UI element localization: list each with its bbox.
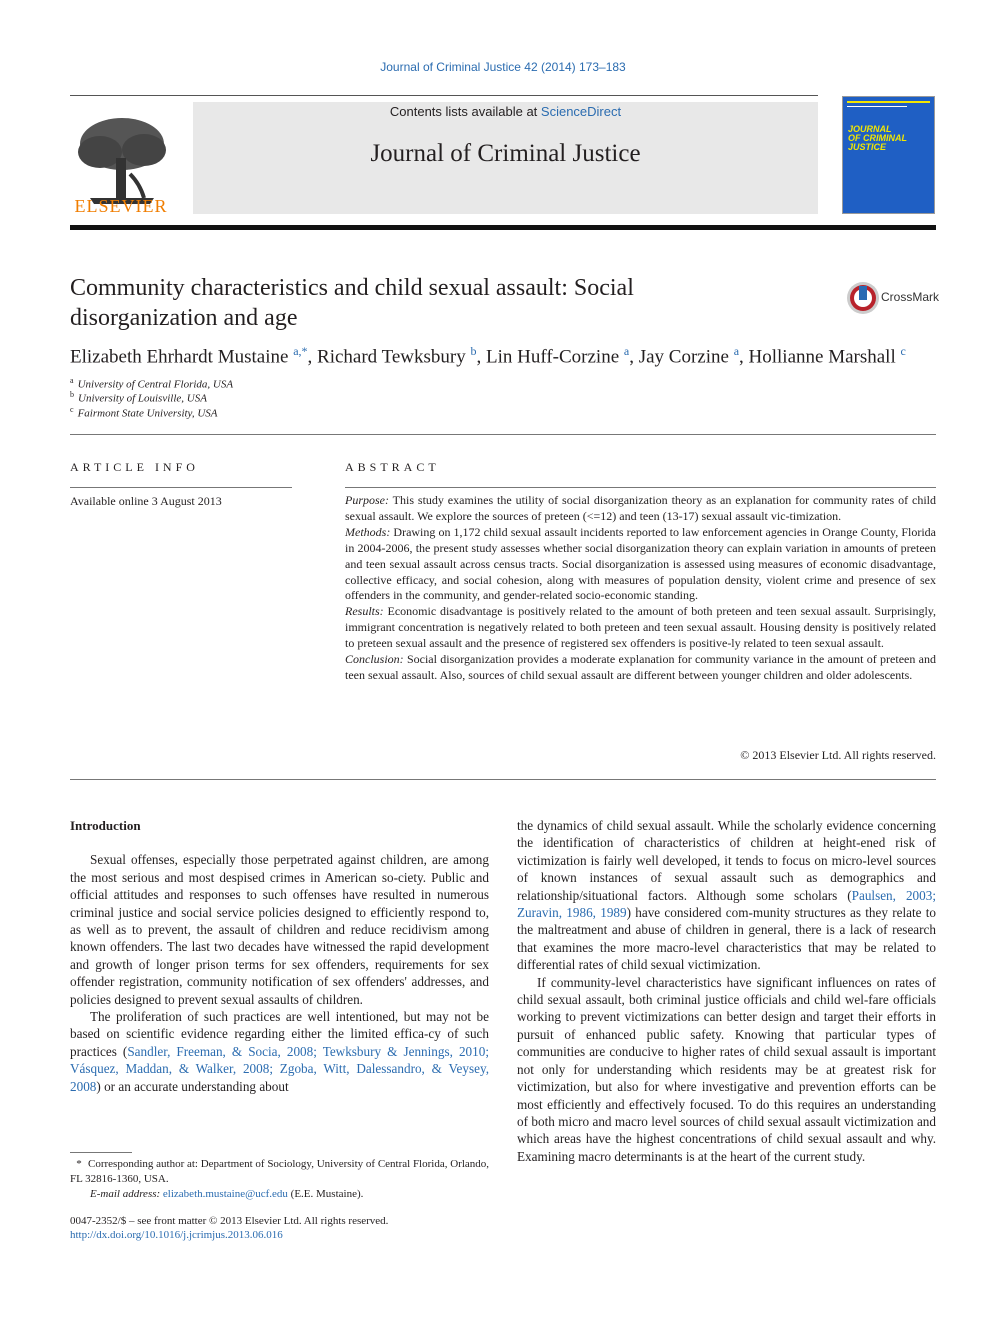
- abstract-results: [345, 604, 936, 652]
- author-separator: ,: [476, 346, 486, 368]
- author-separator: ,: [629, 346, 639, 368]
- paragraph-text: ) or an accurate understanding about: [96, 1078, 289, 1094]
- paragraph-text: the dynamics of child sexual assault. While the scholarly evidence concerning the identification of characteristics of children at height-ened risk of victimization is fairly well developed, it tends to focus on micro-level sources of known instances of sexual assault such as demographics and relationship/situational factors. Although some scholars (: [517, 818, 936, 903]
- abstract-body: [345, 493, 936, 684]
- paragraph: Sexual offenses, especially those perpetrated against children, are among the most serious and most despised crimes in American so-ciety. Public and official attitudes and responses to such offenses have resulted in numerous criminal justice and social service policies designed to efficiently respond to, as well as to prevent, the assault of children and reduce recidivism among known offenders. The last two decades have witnessed the rapid development and growth of longer prison terms for sex offenders, requirements for sex offender registration, community notification of sex offenders' addresses, and policies designed to prevent sexual assaults of children.: [70, 852, 489, 1007]
- header-divider: [70, 95, 818, 96]
- affiliation: [70, 405, 218, 420]
- author-name[interactable]: Jay Corzine: [638, 346, 729, 368]
- author-affiliation-marker[interactable]: c: [900, 344, 906, 358]
- cover-title: [848, 125, 907, 152]
- affiliation: [70, 390, 207, 405]
- journal-title: Journal of Criminal Justice: [370, 140, 641, 167]
- email-label: E-mail address:: [90, 1188, 161, 1200]
- paragraph-text: The proliferation of such practices are well intentioned, but may not be based on scientific evidence regarding either the limited effica-cy of such practices (: [70, 1009, 489, 1059]
- journal-cover-image[interactable]: [842, 96, 935, 214]
- abstract-label: Results:: [345, 604, 384, 619]
- email-suffix: (E.E. Mustaine).: [287, 1188, 364, 1200]
- abstract-heading: ABSTRACT: [345, 460, 440, 474]
- citation-link[interactable]: Paulsen, 2003; Zuravin, 1986, 1989: [517, 887, 936, 921]
- author-affiliation-marker[interactable]: a: [733, 344, 740, 358]
- crossmark-label[interactable]: CrossMark: [881, 290, 940, 304]
- email-link[interactable]: elizabeth.mustaine@ucf.edu: [162, 1188, 288, 1200]
- body-right-column: [517, 817, 936, 1165]
- publisher-logo-text: ELSEVIER: [74, 196, 168, 216]
- author-name[interactable]: Hollianne Marshall: [748, 346, 896, 368]
- contents-line: [193, 104, 818, 119]
- abstract-text: Economic disadvantage is positively related to the amount of both preteen and teen sexual assault. Surprisingly, immigrant concentration is negatively related to both preteen and teen sexual assault. Housing density is positively related to preteen sexual assault and the presence of registered sex offenders is positive-ly related to teen sexual assault.: [345, 604, 936, 651]
- cover-text-line: JOURNAL: [848, 124, 892, 134]
- journal-citation[interactable]: Journal of Criminal Justice 42 (2014) 173–183: [380, 60, 626, 74]
- footnote-divider: [70, 1152, 132, 1153]
- author-name[interactable]: Elizabeth Ehrhardt Mustaine: [70, 346, 289, 368]
- introduction-heading: Introduction: [70, 818, 141, 833]
- abstract-conclusion: [345, 652, 936, 684]
- abstract-text: Social disorganization provides a moderate explanation for community variance in the amount of preteen and teen sexual assault. Also, sources of child sexual assault are different between younger children and older adolescents.: [345, 652, 936, 682]
- affiliation-text: University of Central Florida, USA: [77, 378, 234, 391]
- footnote-corresponding: [70, 1157, 490, 1202]
- paragraph-text: ) have considered com-munity structures as they relate to the maltreatment and abuse of children in general, there is a lack of research that examines the more macro-level characteristics that may be related to differential rates of child sexual victimization.: [517, 905, 937, 973]
- author-separator: ,: [307, 346, 318, 368]
- affiliation-text: Fairmont State University, USA: [77, 407, 218, 420]
- citation-link[interactable]: Sandler, Freeman, & Socia, 2008; Tewksbury & Jennings, 2010; Vásquez, Maddan, & Walker, 2008; Zgoba, Witt, Dalessandro, & Veysey, 2008: [70, 1043, 489, 1094]
- author-affiliation-marker[interactable]: a: [623, 344, 630, 358]
- affiliation: [70, 376, 233, 391]
- abstract-purpose: [345, 493, 936, 525]
- paragraph: If community-level characteristics have significant influences on rates of child sexual assault, both criminal justice officials and child wel-fare officials working to prevent victimizations can better design and target their efforts in pursuit of enhanced public safety. Knowing that particular types of communities are conducive to higher rates of child sexual assault is important not only for understanding which residents may be at greatest risk for victimization, but also for where investigative and prevention efforts can be most efficiently and effectively focused. To do this requires an understanding of both micro and macro level sources of child sexual assault victimization and which areas have the highest concentrations of child sexual assault and why. Examining macro determinants is at the heart of the current study.: [517, 974, 936, 1164]
- header-thick-divider: [70, 225, 936, 230]
- abstract-label: Conclusion:: [345, 652, 404, 667]
- author-affiliation-marker[interactable]: a,*: [293, 344, 308, 358]
- abstract-methods: [345, 525, 936, 605]
- available-online: Available online 3 August 2013: [70, 494, 222, 508]
- abstract-label: Purpose:: [345, 493, 389, 507]
- author-name[interactable]: Lin Huff-Corzine: [485, 346, 620, 368]
- doi-link[interactable]: http://dx.doi.org/10.1016/j.jcrimjus.2013.06.016: [70, 1229, 283, 1241]
- abstract-copyright: © 2013 Elsevier Ltd. All rights reserved.: [740, 748, 936, 762]
- abstract-divider: [345, 487, 936, 488]
- title-line: disorganization and age: [70, 305, 298, 331]
- article-info-heading: ARTICLE INFO: [70, 460, 199, 474]
- footnote-marker: *: [76, 1158, 82, 1170]
- crossmark-icon[interactable]: [846, 281, 880, 315]
- abstract-label: Methods:: [345, 524, 391, 539]
- contents-prefix: Contents lists available at: [389, 104, 541, 119]
- article-title: [70, 273, 810, 333]
- affiliation-key: b: [70, 390, 74, 399]
- affiliation-key: c: [70, 405, 74, 414]
- sciencedirect-link[interactable]: ScienceDirect: [540, 104, 622, 119]
- author-separator: ,: [739, 346, 749, 368]
- abstract-end-divider: [70, 779, 936, 780]
- abstract-text: Drawing on 1,172 child sexual assault incidents reported to law enforcement agencies in Orange County, Florida in 2004-2006, the present study assesses whether social disorganization theory can explain variation in amounts of preteen and teen sexual assault across census tracts. Social disorganization is assessed using measures of economic disadvantage, collective efficacy, and social cohesion, along with measures of population density, violent crime and presence of sex offenders in the community, and gender-related socio-economic standing.: [345, 524, 936, 603]
- title-line: Community characteristics and child sexual assault: Social: [70, 275, 634, 301]
- cover-text-line: OF CRIMINAL: [848, 133, 907, 143]
- affiliation-key: a: [70, 376, 74, 385]
- article-info-divider: [70, 487, 292, 488]
- issn-line: 0047-2352/$ – see front matter © 2013 Elsevier Ltd. All rights reserved.: [70, 1215, 389, 1227]
- author-name[interactable]: Richard Tewksbury: [317, 346, 466, 368]
- body-left-column: [70, 817, 489, 1095]
- cover-text-line: JUSTICE: [848, 142, 887, 152]
- paragraph: [517, 817, 936, 974]
- author-list: [70, 344, 950, 368]
- paragraph: [70, 1008, 489, 1095]
- section-divider: [70, 434, 936, 435]
- author-affiliation-marker[interactable]: b: [470, 344, 477, 358]
- abstract-text: This study examines the utility of social disorganization theory as an explanation for community rates of child sexual assault. We explore the sources of preteen (<=12) and teen (13-17) sexual assault vic-timization.: [345, 493, 936, 523]
- affiliation-text: University of Louisville, USA: [78, 392, 207, 405]
- footnote-text: Corresponding author at: Department of Sociology, University of Central Florida, Orlando, FL 32816-1360, USA.: [70, 1158, 490, 1185]
